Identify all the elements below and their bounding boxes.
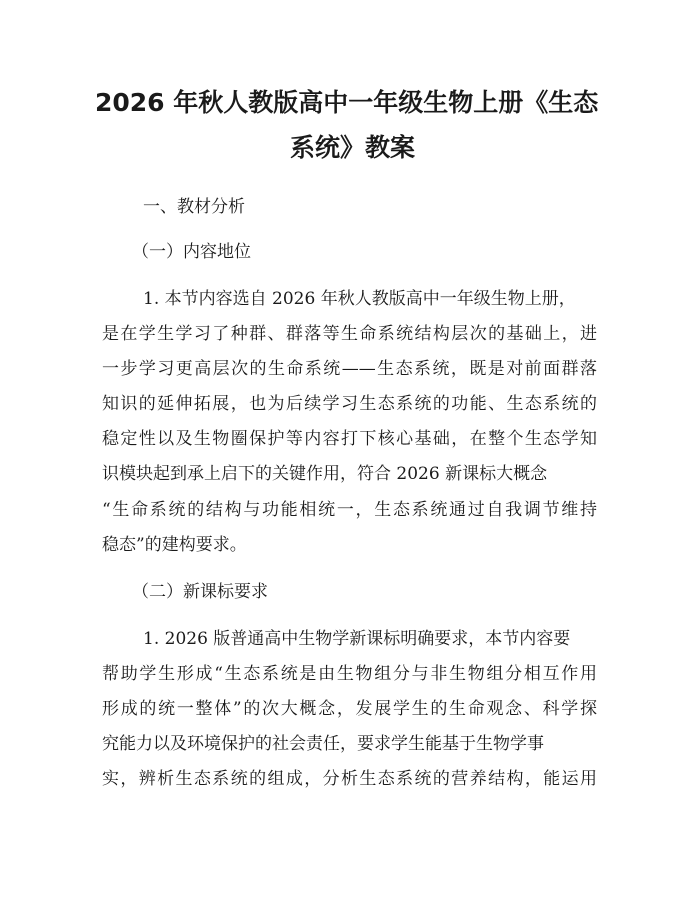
subsection-heading-content-position: （一）内容地位 <box>132 242 251 262</box>
paragraph-2-line: 帮助学生形成“生态系统是由生物组分与非生物组分相互作用 <box>102 664 597 684</box>
section-heading-teaching-material-analysis: 一、教材分析 <box>143 197 245 217</box>
document-title-line-2: 系统》教案 <box>289 133 415 162</box>
paragraph-2-line: 1. 2026 版普通高中生物学新课标明确要求，本节内容要 <box>143 629 571 649</box>
paragraph-1-line: 稳态”的建构要求。 <box>102 535 247 555</box>
paragraph-2-line: 实，辨析生态系统的组成，分析生态系统的营养结构，能运用 <box>102 769 597 789</box>
paragraph-1-line: 1. 本节内容选自 2026 年秋人教版高中一年级生物上册， <box>143 289 576 309</box>
paragraph-2-line: 形成的统一整体”的次大概念，发展学生的生命观念、科学探 <box>102 699 597 719</box>
subsection-heading-new-curriculum-requirements: （二）新课标要求 <box>132 582 268 602</box>
paragraph-1-line: “生命系统的结构与功能相统一，生态系统通过自我调节维持 <box>102 500 597 520</box>
paragraph-2-line: 究能力以及环境保护的社会责任，要求学生能基于生物学事 <box>102 734 544 754</box>
document-title-line-1: 2026 年秋人教版高中一年级生物上册《生态 <box>95 88 599 117</box>
paragraph-1-line: 一步学习更高层次的生命系统——生态系统，既是对前面群落 <box>102 359 597 379</box>
paragraph-1-line: 识模块起到承上启下的关键作用，符合 2026 新课标大概念 <box>102 464 548 484</box>
paragraph-1-line: 稳定性以及生物圈保护等内容打下核心基础，在整个生态学知 <box>102 429 597 449</box>
paragraph-1-line: 是在学生学习了种群、群落等生命系统结构层次的基础上，进 <box>102 324 597 344</box>
paragraph-1-line: 知识的延伸拓展，也为后续学习生态系统的功能、生态系统的 <box>102 394 597 414</box>
